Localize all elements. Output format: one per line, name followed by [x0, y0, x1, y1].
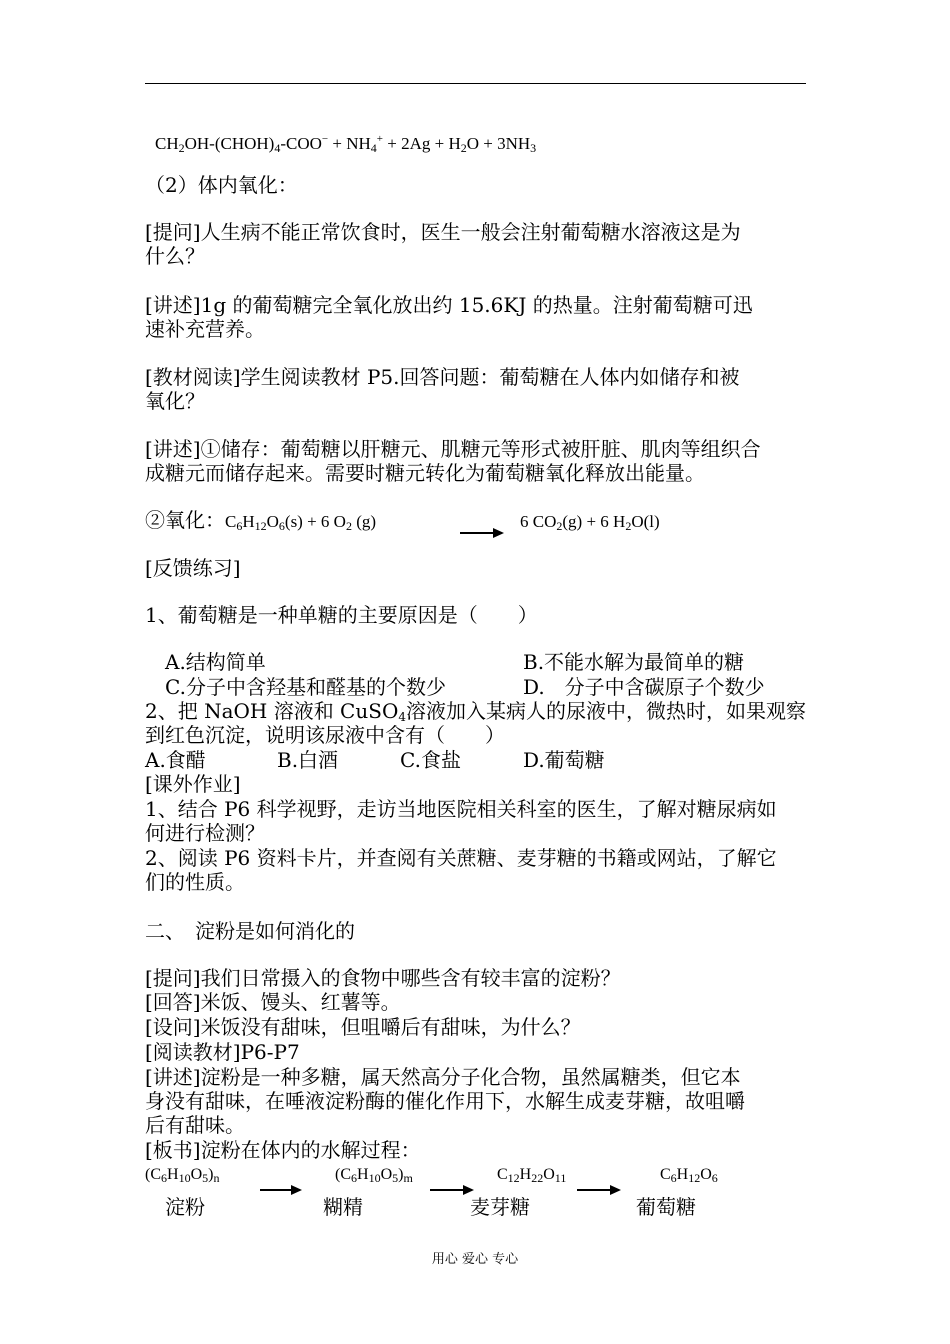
- s2-board: [板书]淀粉在体内的水解过程：: [145, 1138, 421, 1162]
- option-b: B.不能水解为最简单的糖: [523, 650, 745, 674]
- option-c: C.分子中含羟基和醛基的个数少: [165, 675, 446, 699]
- formula-starch: $(C_6H_{10}O_5)_n$: [145, 1166, 220, 1185]
- question-2-cont: 到红色沉淀，说明该尿液中含有（ ）: [145, 723, 505, 747]
- paragraph-storage: [讲述]①储存：葡萄糖以肝糖元、肌糖元等形式被肝脏、肌肉等组织合: [145, 437, 761, 461]
- option-a: A.结构简单: [165, 650, 266, 674]
- paragraph-question: [提问]人生病不能正常饮食时，医生一般会注射葡萄糖水溶液这是为: [145, 220, 741, 244]
- equation-oxidation-products: 6 $CO_2(g) + 6$ $H_2O(l)$: [520, 512, 660, 533]
- equation-silver-mirror: $CH_2OH-(CHOH)_4-COO^- + NH_4^+ + 2Ag + H_2O + 3NH_3$: [155, 133, 537, 155]
- paragraph-storage-cont: 成糖元而储存起来。需要时糖元转化为葡萄糖氧化释放出能量。: [145, 461, 705, 485]
- q2-option-c: C.食盐: [400, 748, 461, 772]
- formula-dextrin: $(C_6H_{10}O_5)_m$: [335, 1166, 413, 1185]
- s2-lecture-cont2: 后有甜味。: [145, 1113, 245, 1137]
- reaction-arrow: [460, 532, 502, 534]
- paragraph-question-cont: 什么？: [145, 244, 205, 268]
- option-d: D. 分子中含碳原子个数少: [523, 675, 765, 699]
- homework-2: 2、阅读 P6 资料卡片，并查阅有关蔗糖、麦芽糖的书籍或网站，了解它: [145, 846, 777, 870]
- chain-arrow-2: [430, 1189, 472, 1191]
- homework-1-cont: 何进行检测？: [145, 821, 265, 845]
- s2-question: [提问]我们日常摄入的食物中哪些含有较丰富的淀粉？: [145, 966, 621, 990]
- paragraph-reading: [教材阅读]学生阅读教材 P5.回答问题：葡萄糖在人体内如储存和被: [145, 365, 740, 389]
- s2-answer: [回答]米饭、馒头、红薯等。: [145, 990, 401, 1014]
- subheading-oxidation: （2）体内氧化：: [145, 173, 298, 197]
- q2-option-d: D.葡萄糖: [523, 748, 605, 772]
- section-2-heading: 二、 淀粉是如何消化的: [145, 919, 355, 943]
- paragraph-lecture: [讲述]1g 的葡萄糖完全氧化放出约 15.6KJ 的热量。注射葡萄糖可迅: [145, 293, 753, 317]
- label-dextrin: 糊精: [323, 1195, 363, 1219]
- q2-option-b: B.白酒: [277, 748, 339, 772]
- s2-lecture-cont1: 身没有甜味，在唾液淀粉酶的催化作用下，水解生成麦芽糖，故咀嚼: [145, 1089, 745, 1113]
- formula-maltose: $C_{12}H_{22}O_{11}$: [497, 1166, 567, 1185]
- label-starch: 淀粉: [165, 1195, 205, 1219]
- label-maltose: 麦芽糖: [470, 1195, 530, 1219]
- homework-1: 1、结合 P6 科学视野，走访当地医院相关科室的医生，了解对糖尿病如: [145, 797, 777, 821]
- heading-homework: [课外作业]: [145, 772, 241, 796]
- label-glucose: 葡萄糖: [636, 1195, 696, 1219]
- equation-oxidation: ②氧化：$C_6H_{12}O_6(s) + 6$ $O_2$ (g): [145, 508, 377, 533]
- page-footer: 用心 爱心 专心: [431, 1252, 519, 1267]
- paragraph-reading-cont: 氧化？: [145, 389, 205, 413]
- chain-arrow-3: [577, 1189, 619, 1191]
- paragraph-lecture-cont: 速补充营养。: [145, 317, 265, 341]
- homework-2-cont: 们的性质。: [145, 870, 245, 894]
- s2-reading: [阅读教材]P6-P7: [145, 1040, 300, 1064]
- q2-option-a: A.食醋: [145, 748, 206, 772]
- question-2: 2、把 NaOH 溶液和 CuSO$_4$溶液加入某病人的尿液中，微热时，如果观察: [145, 699, 806, 724]
- chain-arrow-1: [260, 1189, 300, 1191]
- header-rule: [145, 83, 806, 84]
- s2-ask: [设问]米饭没有甜味，但咀嚼后有甜味，为什么？: [145, 1015, 581, 1039]
- heading-feedback: [反馈练习]: [145, 556, 241, 580]
- s2-lecture: [讲述]淀粉是一种多糖，属天然高分子化合物，虽然属糖类，但它本: [145, 1065, 741, 1089]
- formula-glucose: $C_6H_{12}O_6$: [660, 1166, 718, 1185]
- question-1: 1、葡萄糖是一种单糖的主要原因是（ ）: [145, 603, 538, 627]
